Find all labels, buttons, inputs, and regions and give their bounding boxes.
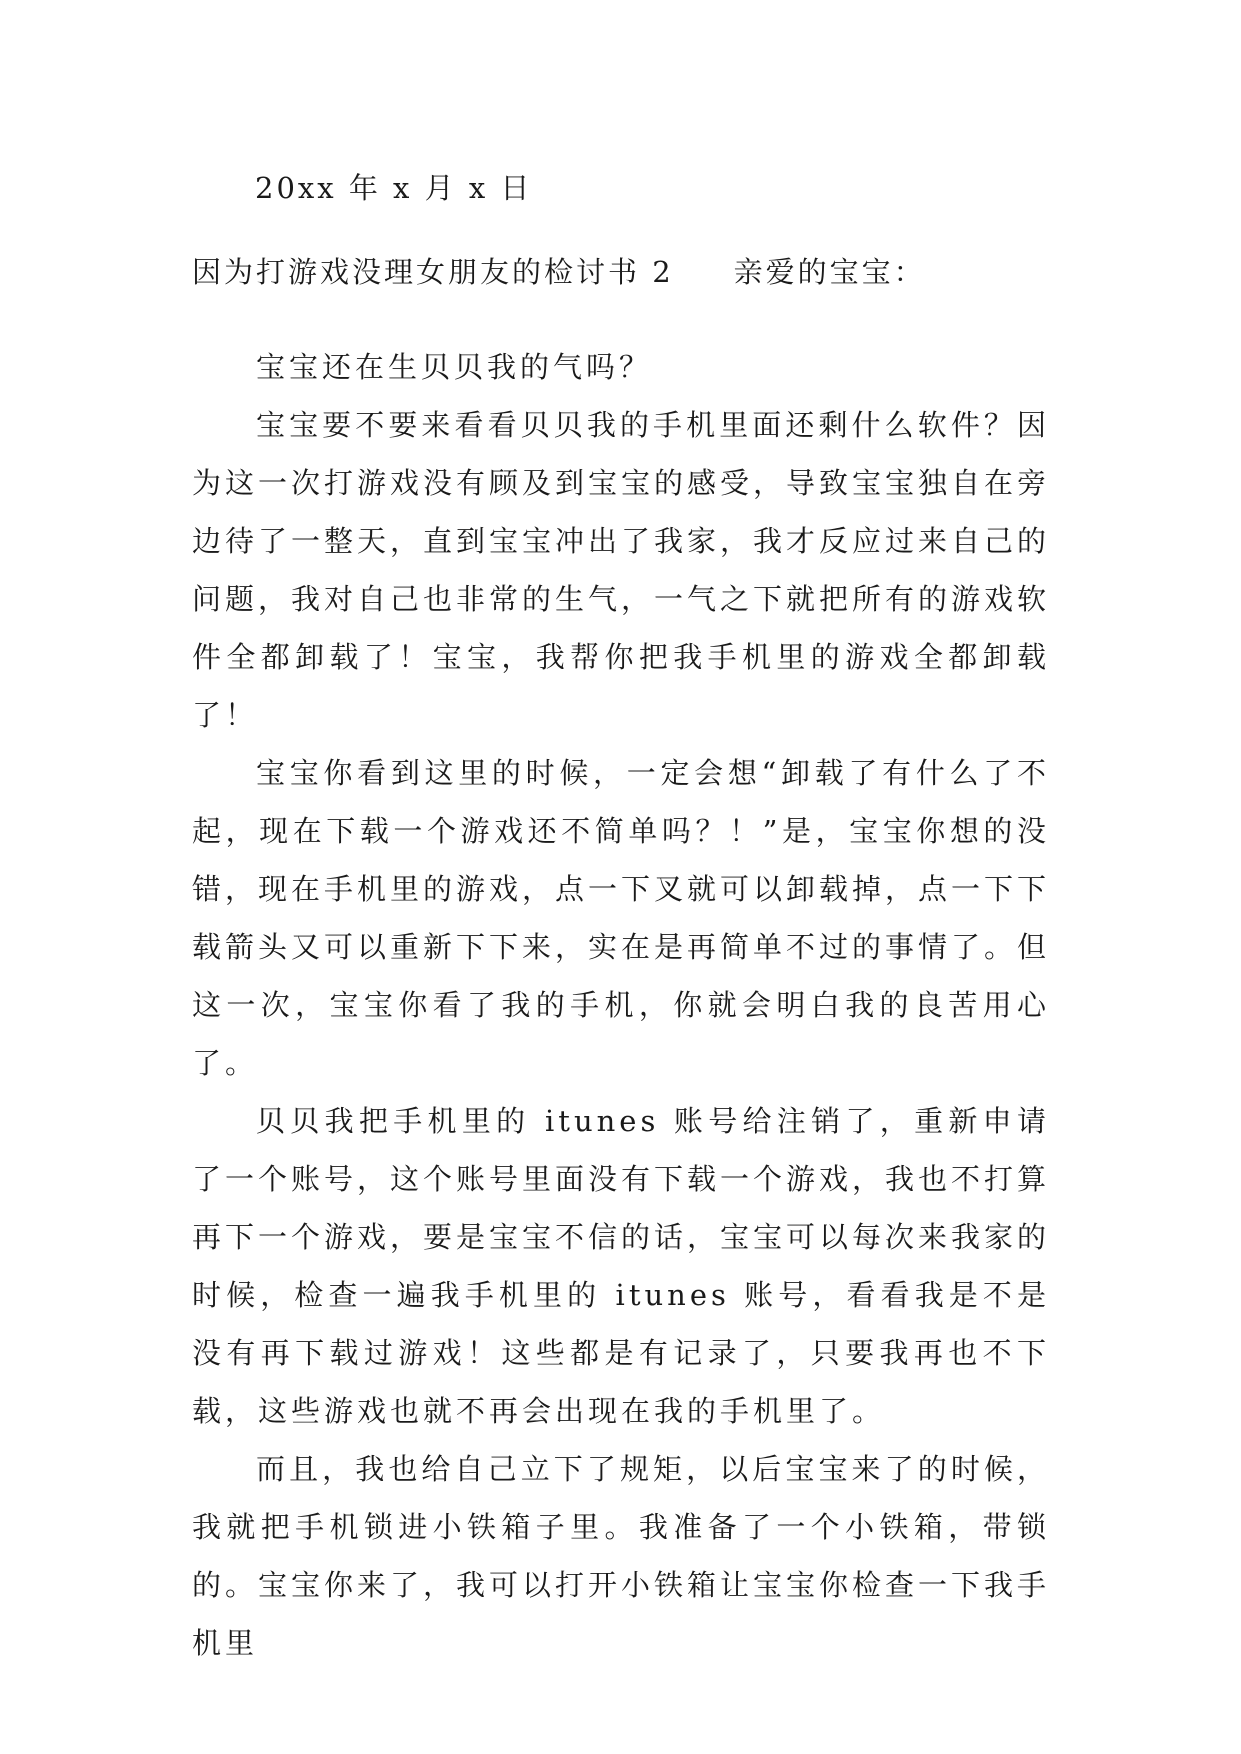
letter-body: [192, 338, 1050, 1672]
document-title: 因为打游戏没理女朋友的检讨书 2: [192, 255, 674, 289]
greeting: 亲爱的宝宝：: [733, 255, 926, 289]
title-line: [192, 250, 926, 291]
paragraph: 贝贝我把手机里的 itunes 账号给注销了，重新申请了一个账号，这个账号里面没有下载一个游戏，我也不打算再下一个游戏，要是宝宝不信的话，宝宝可以每次来我家的时候，检查一遍我手机里的 itunes 账号，看看我是不是没有再下载过游戏！这些都是有记录了，只要我再也不下载，这些游戏也就不再会出现在我的手机里了。: [192, 1104, 1051, 1428]
paragraph: 而且，我也给自己立下了规矩，以后宝宝来了的时候，我就把手机锁进小铁箱子里。我准备了一个小铁箱，带锁的。宝宝你来了，我可以打开小铁箱让宝宝你检查一下我手机里: [192, 1452, 1051, 1660]
date-line: 20xx 年 x 月 x 日: [255, 171, 533, 205]
paragraph: 宝宝你看到这里的时候，一定会想“卸载了有什么了不起，现在下载一个游戏还不简单吗？！”是，宝宝你想的没错，现在手机里的游戏，点一下叉就可以卸载掉，点一下下载箭头又可以重新下下来，实在是再简单不过的事情了。但这一次，宝宝你看了我的手机，你就会明白我的良苦用心了。: [192, 756, 1051, 1080]
paragraph: 宝宝要不要来看看贝贝我的手机里面还剩什么软件？因为这一次打游戏没有顾及到宝宝的感受，导致宝宝独自在旁边待了一整天，直到宝宝冲出了我家，我才反应过来自己的问题，我对自己也非常的生气，一气之下就把所有的游戏软件全都卸载了！宝宝，我帮你把我手机里的游戏全都卸载了！: [192, 408, 1051, 732]
paragraph: 宝宝还在生贝贝我的气吗？: [256, 350, 653, 384]
